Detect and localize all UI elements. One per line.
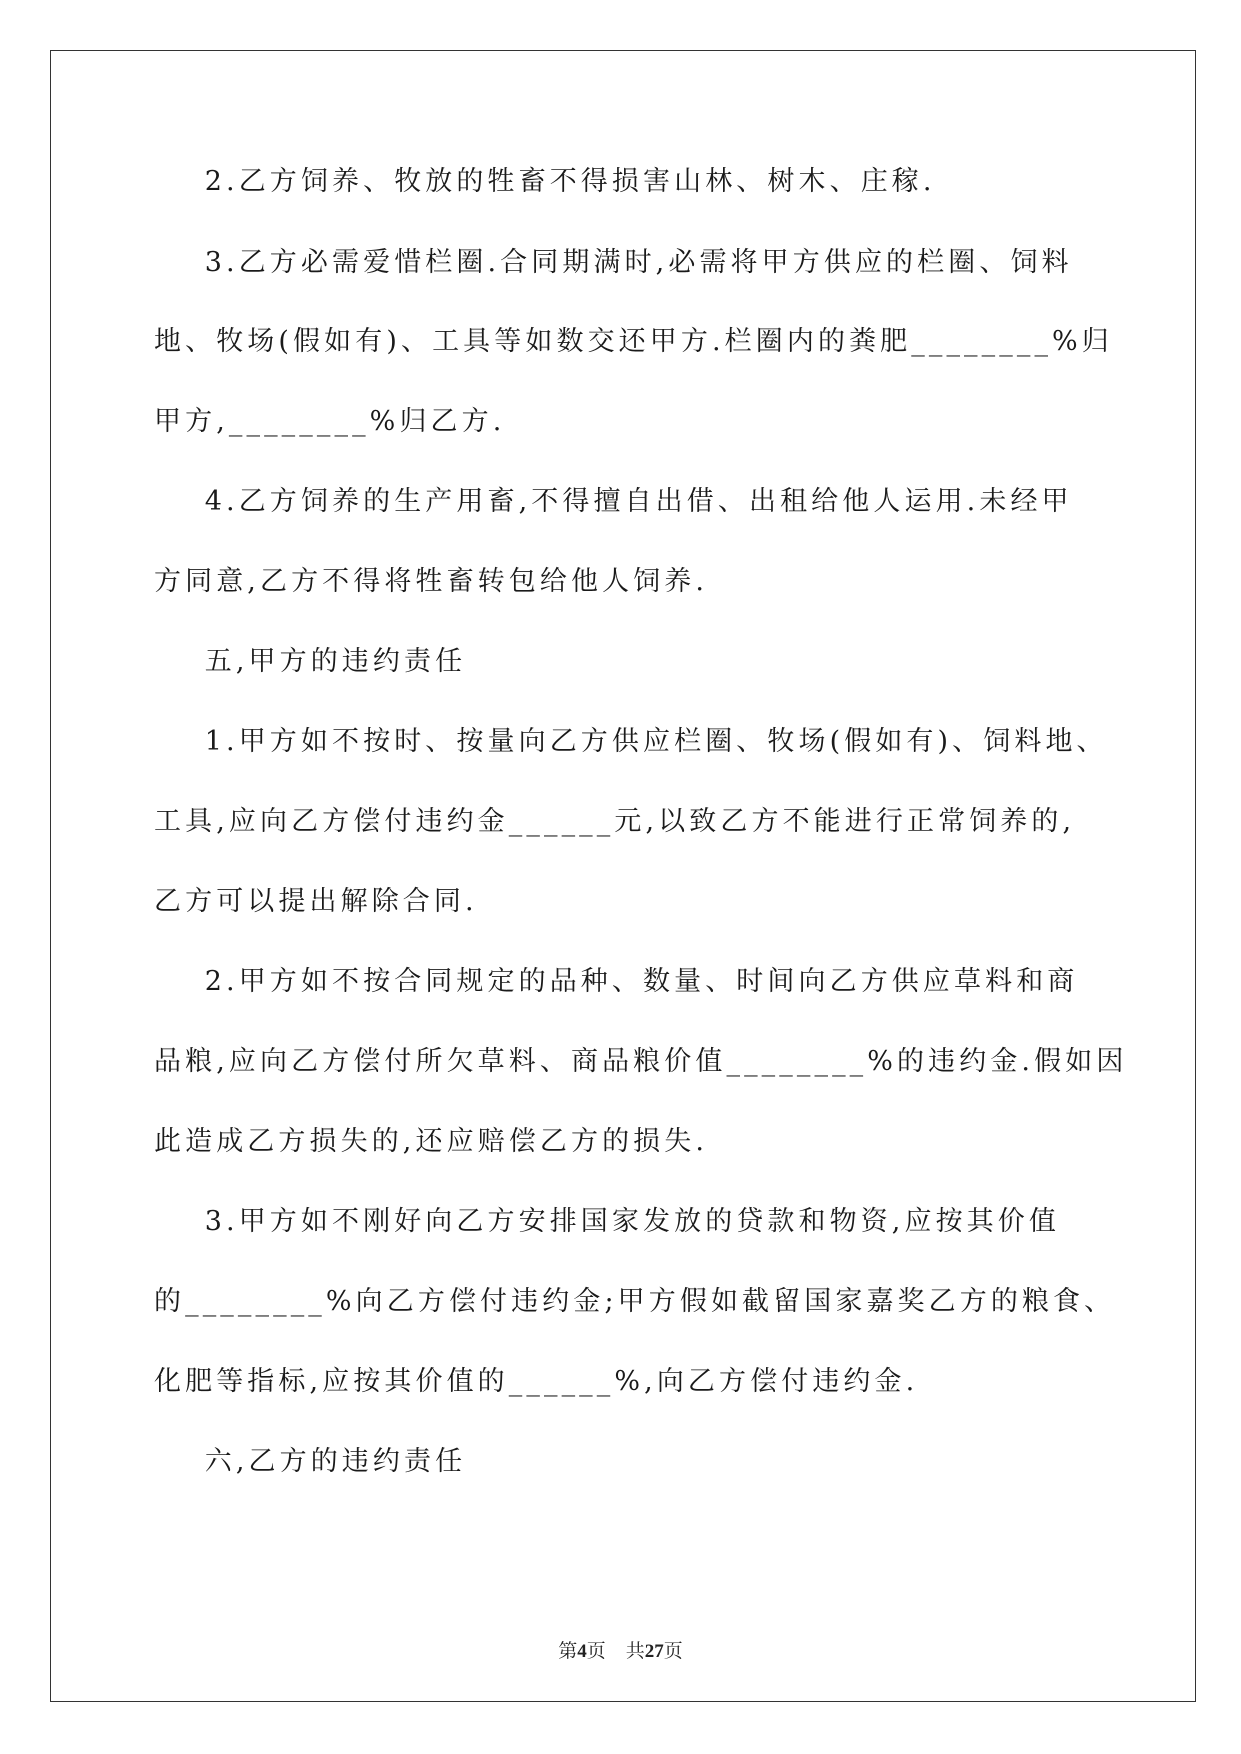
page-suffix: 页 xyxy=(586,1641,606,1662)
page-footer xyxy=(0,1636,1241,1663)
text-line: 此造成乙方损失的,还应赔偿乙方的损失. xyxy=(154,1126,709,1157)
section-heading: 五,甲方的违约责任 xyxy=(154,646,467,677)
text-line: 化肥等指标,应按其价值的______%,向乙方偿付违约金. xyxy=(154,1366,919,1397)
text-line: 1.甲方如不按时、按量向乙方供应栏圈、牧场(假如有)、饲料地、 xyxy=(154,726,1108,757)
section-heading: 六,乙方的违约责任 xyxy=(154,1446,467,1477)
text-line: 3.乙方必需爱惜栏圈.合同期满时,必需将甲方供应的栏圈、饲料 xyxy=(154,247,1073,278)
text-line: 品粮,应向乙方偿付所欠草料、商品粮价值________%的违约金.假如因 xyxy=(154,1046,1128,1077)
text-line: 2.乙方饲养、牧放的牲畜不得损害山林、树木、庄稼. xyxy=(154,166,936,197)
text-line: 方同意,乙方不得将牲畜转包给他人饲养. xyxy=(154,566,709,597)
text-line: 的________%向乙方偿付违约金;甲方假如截留国家嘉奖乙方的粮食、 xyxy=(154,1286,1116,1317)
total-pages: 27 xyxy=(644,1641,664,1662)
text-line: 甲方,________%归乙方. xyxy=(154,406,506,437)
text-line: 乙方可以提出解除合同. xyxy=(154,886,478,917)
text-line: 4.乙方饲养的生产用畜,不得擅自出借、出租给他人运用.未经甲 xyxy=(154,486,1073,517)
total-suffix: 页 xyxy=(663,1641,683,1662)
total-prefix: 共 xyxy=(625,1641,645,1662)
text-line: 工具,应向乙方偿付违约金______元,以致乙方不能进行正常饲养的, xyxy=(154,806,1076,837)
text-line: 2.甲方如不按合同规定的品种、数量、时间向乙方供应草料和商 xyxy=(154,966,1079,997)
page-number: 4 xyxy=(577,1641,587,1662)
text-line: 地、牧场(假如有)、工具等如数交还甲方.栏圈内的粪肥________%归 xyxy=(154,326,1113,357)
page-prefix: 第 xyxy=(558,1641,578,1662)
text-line: 3.甲方如不刚好向乙方安排国家发放的贷款和物资,应按其价值 xyxy=(154,1206,1060,1237)
